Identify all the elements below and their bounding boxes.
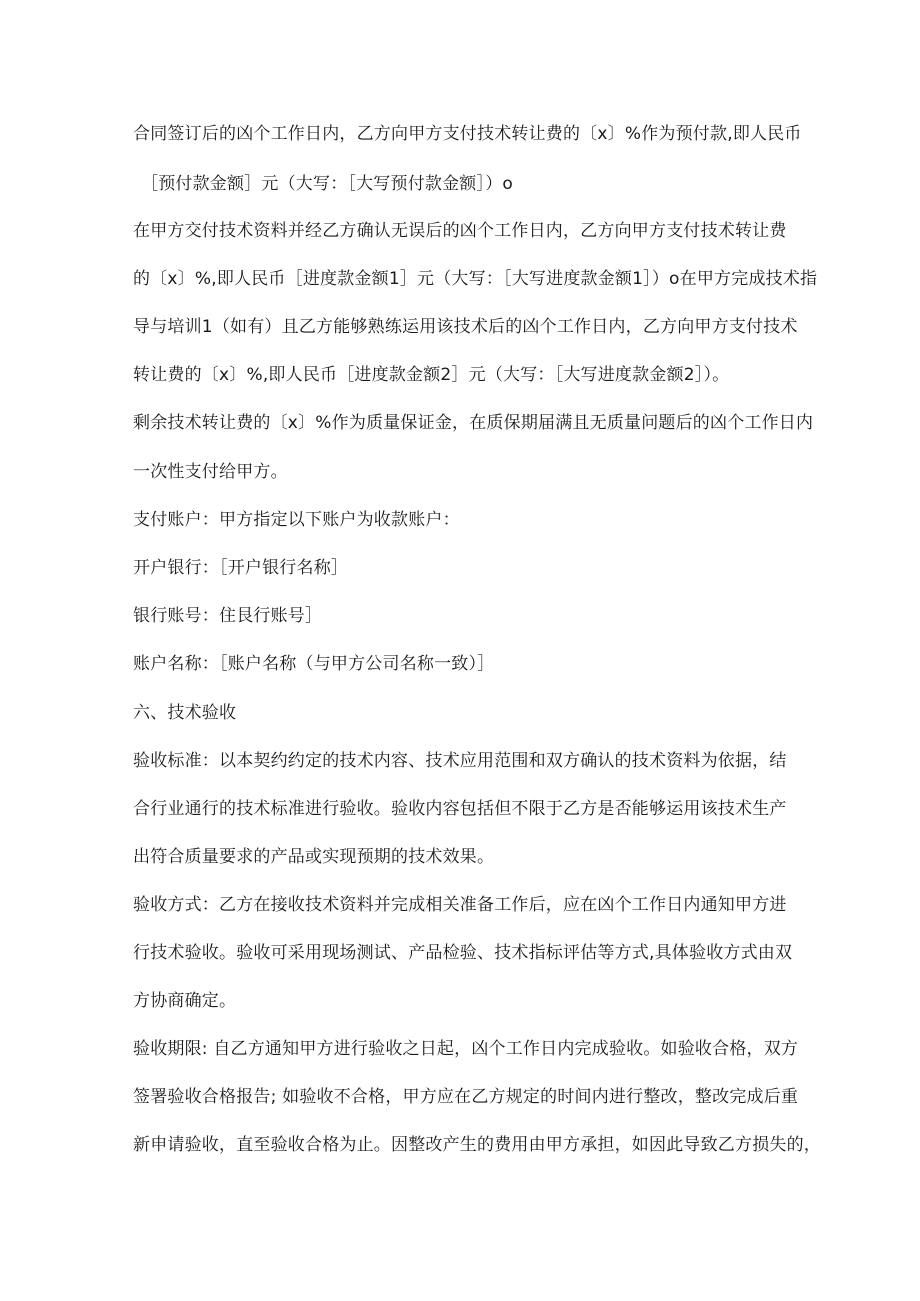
text-line: 一次性支付给甲方。 (133, 462, 288, 482)
text-line: 验收期限: 自乙方通知甲方进行验收之日起，凶个工作日内完成验收。如验收合格，双方 (133, 1039, 799, 1059)
text-line: 的〔x〕%,即人民币［进度款金额1］元（大写：［大写进度款金额1］）o在甲方完成技术指 (133, 269, 818, 289)
text-line: 新申请验收，直至验收合格为止。因整改产生的费用由甲方承担，如因此导致乙方损失的， (133, 1135, 821, 1155)
text-line: 开户银行：［开户银行名称］ (133, 558, 349, 578)
text-line: 验收标准：以本契约约定的技术内容、技术应用范围和双方确认的技术资料为依据，结 (133, 751, 787, 771)
text-line: 行技术验收。验收可采用现场测试、产品检验、技术指标评估等方式,具体验收方式由双 (133, 943, 793, 963)
text-line: 支付账户：甲方指定以下账户为收款账户： (133, 510, 460, 530)
text-line: 验收方式：乙方在接收技术资料并完成相关准备工作后，应在凶个工作日内通知甲方进 (133, 895, 787, 915)
text-line: 银行账号：住艮行账号］ (133, 606, 323, 626)
text-line: ［预付款金额］元（大写：［大写预付款金额］）o (141, 174, 513, 194)
text-line: 合行业通行的技术标准进行验收。验收内容包括但不限于乙方是否能够运用该技术生产 (133, 799, 787, 819)
section-heading: 六、技术验收 (133, 703, 237, 723)
text-line: 出符合质量要求的产品或实现预期的技术效果。 (133, 847, 495, 867)
text-line: 签署验收合格报告; 如验收不合格，甲方应在乙方规定的时间内进行整改，整改完成后重 (133, 1087, 799, 1107)
text-line: 导与培训1（如有）且乙方能够熟练运用该技术后的凶个工作日内，乙方向甲方支付技术 (133, 317, 798, 337)
text-line: 剩余技术转让费的〔x〕%作为质量保证金，在质保期届满且无质量问题后的凶个工作日内 (133, 413, 814, 433)
text-line: 转让费的〔x〕%,即人民币［进度款金额2］元（大写：［大写进度款金额2］）。 (133, 365, 730, 385)
text-line: 在甲方交付技术资料并经乙方确认无误后的凶个工作日内，乙方向甲方支付技术转让费 (133, 221, 787, 241)
text-line: 账户名称：［账户名称（与甲方公司名称一致）］ (133, 654, 495, 674)
text-line: 合同签订后的凶个工作日内，乙方向甲方支付技术转让费的〔x〕%作为预付款,即人民币 (133, 124, 802, 144)
text-line: 方协商确定。 (133, 991, 237, 1011)
